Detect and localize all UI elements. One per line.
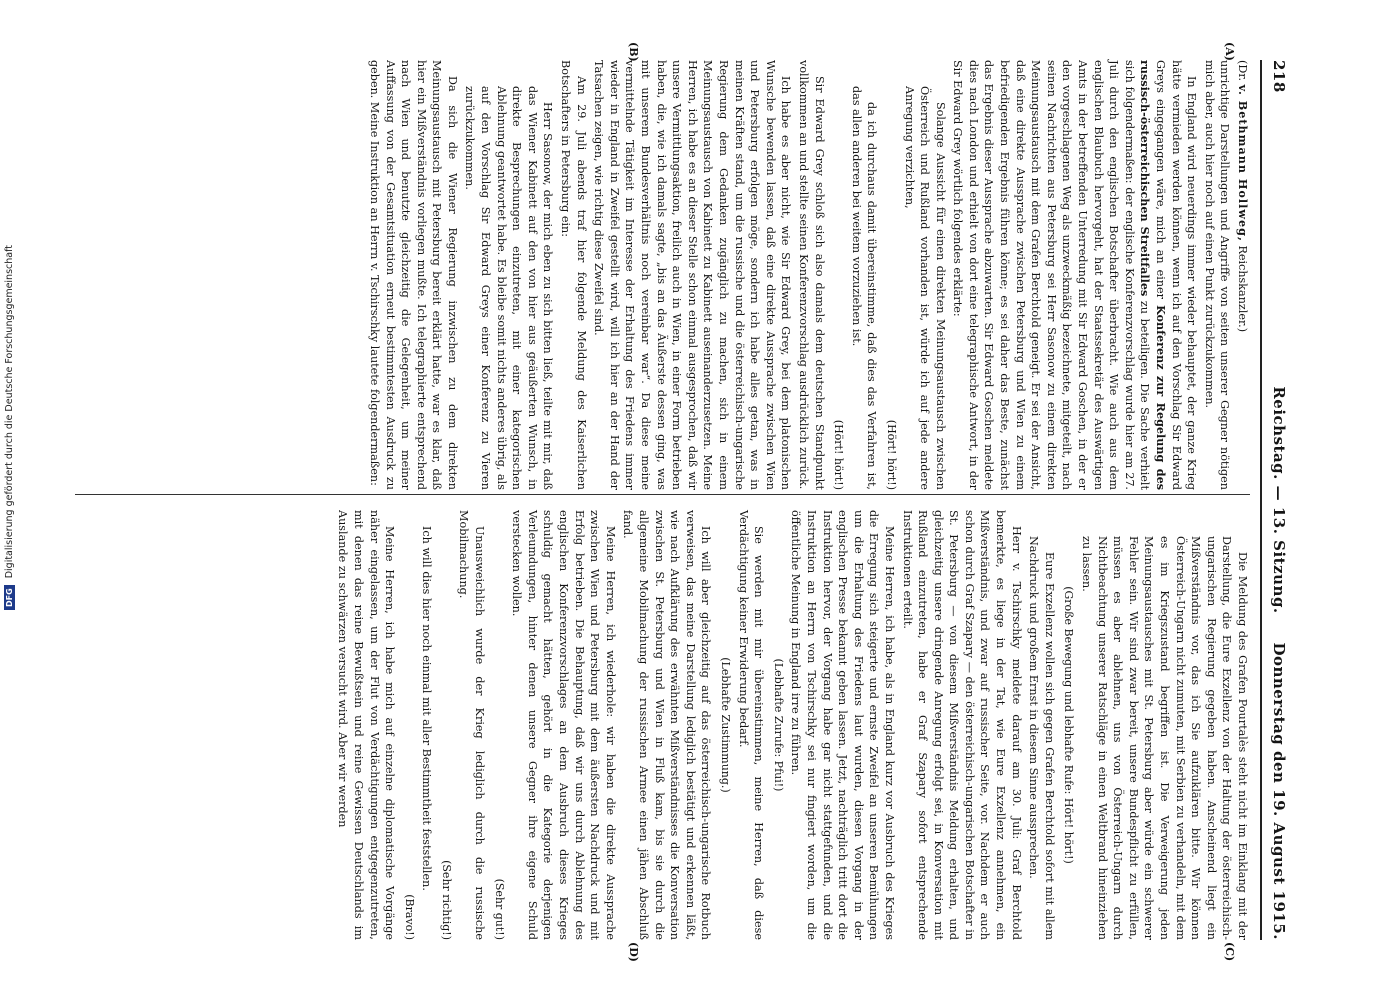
page-date: Donnerstag den 19. August 1915. (1270, 642, 1288, 940)
paragraph: Meine Herren, ich wiederhole: wir haben die direkte Aussprache zwischen Wien und Petersburg mit dem äußersten Nachdruck und mit Erfolg betrieben. Die Behauptung, daß wir uns durch Ablehnung des englischen Konferenzvorschlages an dem Ausbruch dieses Krieges schuldig gemacht hätten, gehört in die Kategorie derjenigen Verleumdungen, hinter denen unsere Gegner ihre eigene Schuld verstecken wollen. (510, 510, 617, 940)
paragraph: Sir Edward Grey schloß sich also damals dem deutschen Standpunkt vollkommen an und stellte seinen Konferenzvorschlag ausdrücklich zurück. (796, 60, 826, 490)
left-column (364, 60, 1250, 490)
paragraph-text: In England wird neuerdings immer wieder behauptet, der ganze Krieg hätte vermieden werden können, wenn ich auf den Vorschlag Sir Edward Greys eingegangen wäre, mich an einer (1154, 60, 1199, 490)
audience-reaction: (Große Bewegung und lebhafte Rufe: Hört! hört!) (1062, 586, 1076, 864)
margin-letter-d: (D) (627, 942, 640, 962)
audience-reaction: (Hört! hört!) (832, 419, 846, 490)
paragraph: Herr v. Tschirschky meldete darauf am 30. Juli: Graf Berchtold bemerkte, es liege in der Tat, wie Eure Exzellenz annehmen, ein Mißverständnis, und zwar auf russischer Seite, vor. Nachdem er auch schon durch Graf Szapary — den österreichisch-ungarischen Botschafter in St. Petersburg — von diesem Mißverständnis Meldung erhalten, und gleichzeitig unsere dringende Anregung erfolgt sei, in Konversation mit Rußland einzutreten, habe er Graf Szapary sofort entsprechende Instruktionen erteilt. (900, 510, 1023, 940)
quotation: Solange Aussicht für einen direkten Meinungsaustausch zwischen Österreich und Rußland vorhanden ist, würde ich auf jede andere Anregung verzichten, (902, 86, 947, 490)
funding-note-text: Digitalisierung gefördert durch die Deutsche Forschungsgemeinschaft (4, 244, 15, 579)
speaker-line (1234, 60, 1250, 490)
margin-letter-c: (C) (1223, 942, 1236, 962)
funding-note (4, 245, 15, 610)
emphasis-text: Konferenz zur Regelung des russisch-österreichischen Streitfalles (1138, 60, 1169, 490)
paragraph: Ich will aber gleichzeitig auf das österreichisch-ungarische Rotbuch verweisen, das meine Darstellung lediglich bestätigt und erkennen läßt, wie nach Aufklärung des erwähnten Mißverständnisses die Konversation zwischen St. Petersburg und Wien in Fluß kam, bis sie durch die allgemeine Mobilmachung der russischen Armee einen jähen Abschluß fand. (621, 510, 713, 940)
speaker-name: v. Bethmann Hollweg, (1236, 84, 1250, 242)
margin-letter-a: (A) (1223, 42, 1236, 61)
page-header (1260, 60, 1288, 940)
audience-reaction: (Hört! hört!) (884, 419, 898, 490)
audience-reaction: (Sehr gut!) (492, 878, 506, 940)
paragraph: Meine Herren, ich habe, als in England kurz vor Ausbruch des Krieges die Erregung sich steigerte und ernste Zweifel an unseren Bemühungen um die Erhaltung des Friedens laut wurden, diesen Vorgang in der englischen Presse bekannt geben lassen. Jetzt, nachträglich tritt dort die Instruktion hervor, der Vorgang habe gar nicht stattgefunden, und die Instruktion an Herrn von Tschirschky sei nur fingiert worden, um die öffentliche Meinung in England irre zu führen. (789, 510, 896, 940)
quotation: Die Meldung des Grafen Pourtalès steht nicht im Einklang mit der Darstellung, die Eure Exzellenz von der Haltung der österreichisch-ungarischen Regierung gegeben haben. Anscheinend liegt ein Mißverständnis vor, das ich Sie aufzuklären bitte. Wir können Österreich-Ungarn nicht zumuten, mit Serbien zu verhandeln, mit dem es im Kriegszustand begriffen ist. Die Verweigerung jeden Meinungsaustausches mit St. Petersburg aber würde ein schwerer Fehler sein. Wir sind zwar bereit, unsere Bundespflicht zu erfüllen, müssen es aber ablehnen, uns von Österreich-Ungarn durch Nichtbeachtung unserer Ratschläge in einen Weltbrand hineinziehen zu lassen. (1080, 536, 1249, 940)
paragraph: Da sich die Wiener Regierung inzwischen zu dem direkten Meinungsaustausch mit Petersburg bereit erklärt hatte, war es klar, daß hier ein Mißverständnis vorliegen mußte. Ich telegraphierte entsprechend nach Wien und benutzte gleichzeitig die Gelegenheit, um meiner Auffassung von der Gesamtsituation erneut bestimmtesten Ausdruck zu geben. Meine Instruktion an Herrn v. Tschirschky lautete folgendermaßen: (367, 60, 459, 490)
paragraph: Unausweichlich wurde der Krieg lediglich durch die russische Mobilmachung. (457, 510, 487, 940)
margin-letter-b: (B) (627, 42, 640, 62)
audience-reaction: (Lebhafte Zustimmung.) (719, 657, 732, 793)
paragraph: Ich will dies hier noch einmal mit aller Bestimmtheit feststellen. (420, 526, 434, 891)
paragraph-konferenz (950, 60, 1200, 490)
quotation: da ich durchaus damit übereinstimme, daß dies das Verfahren ist, das allen anderen bei weitem vorzuziehen ist. (849, 86, 879, 490)
dfg-logo: DFG (4, 585, 15, 610)
paragraph-text: zu beteiligen. Die Sache verhielt sich folgendermaßen: der englische Konferenzvorschlag wurde hier am 27. Juli durch den englischen Botschafter überbracht. Wie auch aus dem englischen Blaubuch hervorgeht, hat der Staatssekretär des Auswärtigen Amts in der betreffenden Unterredung mit Sir Edward Goschen, in der er den vorgeschlagenen Weg als unzweckmäßig bezeichnete, mitgeteilt, nach seinen Nachrichten aus Petersburg sei Herr Sasonow zu einem direkten Meinungsaustausch mit dem Grafen Berchtold geneigt. Er sei der Ansicht, daß eine direkte Aussprache zwischen Petersburg und Wien zu einem befriedigenden Ergebnis führen könne; es sei daher das Beste, zunächst das Ergebnis dieser Aussprache abzuwarten. Sir Edward Goschen meldete dies nach London und erhielt von dort eine telegraphische Antwort, in der Sir Edward Grey wörtlich folgendes erklärte: (951, 60, 1152, 490)
paragraph: unrichtige Darstellungen und Angriffe von seiten unserer Gegner nötigen mich aber, auch hier noch auf einen Punkt zurückzukommen. (1202, 60, 1232, 490)
right-column (333, 510, 1250, 940)
audience-reaction: (Lebhafte Zurufe: Pfui!) (771, 658, 785, 792)
paragraph: Ich habe es aber nicht, wie Sir Edward Grey, bei dem platonischen Wunsche bewenden lassen, daß eine direkte Aussprache zwischen Wien und Petersburg erfolgen möge, sondern ich habe alles getan, was in meinen Kräften stand, um die russische und die österreichisch-ungarische Regierung dem Gedanken zugänglich zu machen, sich in einem Meinungsaustausch von Kabinett zu Kabinett auseinanderzusetzen. Meine Herren, ich habe es an dieser Stelle schon einmal ausgesprochen, daß wir unsere Vermittlungsaktion, freilich auch in Wien, in einer Form betrieben haben, die, wie ich damals sagte, „bis an das Äußerste dessen ging, was mit unserem Bundesverhältnis noch vereinbar war“. Da diese meine vermittelnde Tätigkeit im Interesse der Erhaltung des Friedens immer wieder in England in Zweifel gestellt wird, will ich hier an der Hand der Tatsachen zeigen, wie richtig diese Zweifel sind. (592, 60, 793, 490)
column-divider (75, 494, 1250, 495)
speaker-role: Reichskanzler.) (1236, 245, 1249, 333)
quotation: Eure Exzellenz wollen sich gegen Grafen Berchtold sofort mit allem Nachdruck und großem Ernst in diesem Sinne aussprechen. (1027, 536, 1056, 940)
speaker-prefix: (Dr. (1236, 60, 1249, 82)
paragraph: Sie werden mit mir übereinstimmen, meine Herren, daß diese Verdächtigung keiner Erwiderung bedarf. (736, 510, 766, 940)
page-title: Reichstag. — 13. Sitzung. (1270, 386, 1288, 614)
audience-reaction: (Sehr richtig!) (439, 860, 453, 940)
paragraph: Meine Herren, ich habe mich auf einzelne diplomatische Vorgänge näher eingelassen, um der Flut von Verdächtigungen entgegenzutreten, mit denen das reine Bewußtsein und reine Gewissen Deutschlands im Auslande zu schwärzen versucht wird. Aber wir werden (336, 510, 397, 940)
paragraph: Am 29. Juli abends traf hier folgende Meldung des Kaiserlichen Botschafters in Petersburg ein: (559, 60, 588, 490)
page-number: 218 (1270, 60, 1288, 93)
quotation: Herr Sasonow, der mich eben zu sich bitten ließ, teilte mit mir, daß das Wiener Kabinett auf den von hier aus geäußerten Wunsch, in direkte Besprechungen einzutreten, mit einer kategorischen Ablehnung geantwortet habe. Es bleibe somit nichts anderes übrig, als auf den Vorschlag Sir Edward Greys einer Konferenz zu Vieren zurückzukommen. (463, 86, 555, 490)
audience-reaction: (Bravo!) (402, 894, 416, 940)
